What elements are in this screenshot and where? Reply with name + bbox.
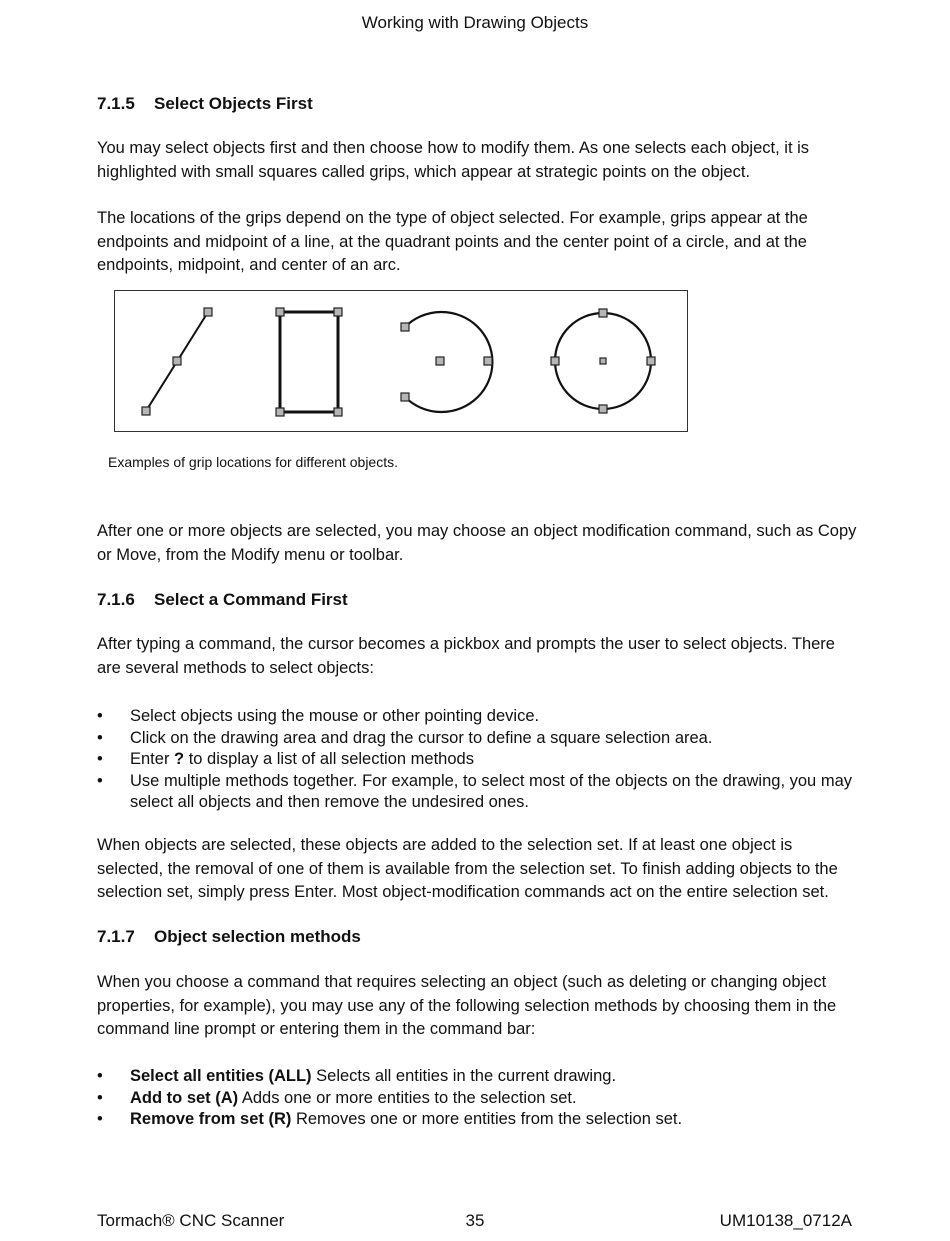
grip-icons [142,308,655,416]
page-number: 35 [465,1211,485,1230]
footer-doc-id: UM10138_0712A [719,1211,852,1230]
paragraph: The locations of the grips depend on the type of object selected. For example, grips appear at the endpoints and midpoint of a line, at the quadrant points and the center point of a circle, and at the endpoints, midpoint, and center of an arc. [97,209,808,274]
section-title: Select Objects First [154,94,313,113]
list-item: • Remove from set (R) Removes one or more entities from the selection set. [97,1109,852,1131]
list-item: • Enter ? to display a list of all selection methods [97,749,852,771]
grip-examples-illustration [115,291,687,431]
bullet-icon: • [97,1067,103,1085]
list-item: • Use multiple methods together. For example, to select most of the objects on the drawing, you may select all objects and then remove the undesired ones. [97,771,852,811]
paragraph: When objects are selected, these objects are added to the selection set. If at least one object is selected, the removal of one of them is available from the selection set. To finish adding objects to the selection set, simply press Enter. Most object-modification commands act on the entire selection set. [97,836,838,901]
bullet-icon: • [97,728,103,747]
bullet-icon: • [97,750,103,768]
figure-caption: Examples of grip locations for different objects. [108,454,399,470]
paragraph: You may select objects first and then choose how to modify them. As one selects each object, it is highlighted with small squares called grips, which appear at strategic points on the object. [97,139,810,181]
section-number: 7.1.6 [97,590,135,609]
list-item: • Click on the drawing area and drag the cursor to define a square selection area. [97,728,852,750]
paragraph: After one or more objects are selected, you may choose an object modification command, such as Copy or Move, from the Modify menu or toolbar. [97,522,857,564]
grip-examples-figure [114,290,688,432]
arc-object [405,312,492,412]
bullet-icon: • [97,1110,103,1128]
section-number: 7.1.7 [97,927,135,946]
selection-options-list [97,1066,852,1131]
running-header: Working with Drawing Objects [361,13,589,32]
section-heading-7-1-5 [97,94,313,114]
paragraph: After typing a command, the cursor becomes a pickbox and prompts the user to select objects. There are several methods to select objects: [97,635,835,677]
selection-methods-list [97,706,852,814]
section-heading-7-1-7 [97,927,361,947]
section-heading-7-1-6 [97,590,348,610]
section-title: Select a Command First [154,590,348,609]
list-item: • Select objects using the mouse or other pointing device. [97,706,852,728]
paragraph: When you choose a command that requires selecting an object (such as deleting or changing object properties, for example), you may use any of the following selection methods by choosing them in the command line prompt or entering them in the command bar: [97,973,837,1038]
rectangle-object [280,312,338,412]
list-item: • Add to set (A) Adds one or more entities to the selection set. [97,1088,852,1110]
footer-product: Tormach® CNC Scanner [97,1211,285,1230]
bullet-icon: • [97,1088,103,1107]
bullet-icon: • [97,707,103,725]
section-title: Object selection methods [154,927,361,946]
section-number: 7.1.5 [97,94,135,113]
bullet-icon: • [97,771,103,790]
list-item: • Select all entities (ALL) Selects all entities in the current drawing. [97,1066,852,1088]
